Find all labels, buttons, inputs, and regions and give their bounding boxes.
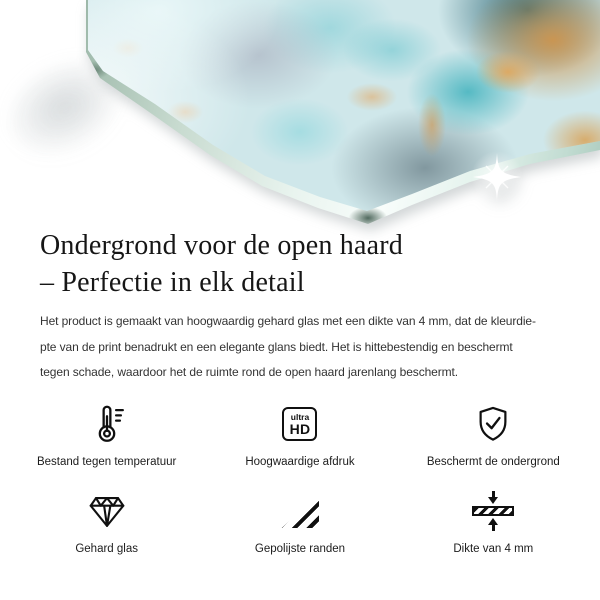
ultra-hd-icon — [282, 400, 317, 448]
feature-label: Dikte van 4 mm — [453, 543, 534, 555]
feature-label: Gehard glas — [75, 543, 138, 555]
page-title — [40, 227, 403, 301]
description-line-1: Het product is gemaakt van hoogwaardig gehard glas met een dikte van 4 mm, dat de kleurdie- — [40, 314, 536, 328]
diamond-icon — [84, 487, 130, 535]
feature-label: Bestand tegen temperatuur — [36, 456, 177, 468]
feature-surface-protection — [397, 400, 590, 469]
features-grid — [10, 400, 590, 556]
product-description — [40, 309, 585, 386]
page-title-line-1: Ondergrond voor de open haard — [40, 230, 403, 261]
ultra-hd-icon-text-top: ultra — [290, 411, 310, 422]
feature-label: Gepolijste randen — [254, 543, 346, 555]
page-title-line-2: – Perfectie in elk detail — [40, 267, 305, 298]
ultra-hd-icon-text-bottom: HD — [289, 420, 311, 437]
feature-print-quality — [203, 400, 396, 469]
feature-tempered-glass — [10, 487, 203, 556]
thickness-icon — [472, 487, 514, 535]
hero-product-photo — [0, 0, 600, 230]
thermometer-icon — [84, 400, 130, 448]
feature-thickness — [397, 487, 590, 556]
sparkle-glint-icon — [469, 149, 525, 205]
feature-temperature-resistance — [10, 400, 203, 469]
feature-label: Beschermt de ondergrond — [426, 456, 560, 468]
shield-check-icon — [471, 400, 515, 448]
polished-edges-icon — [281, 487, 319, 535]
description-line-3: tegen schade, waardoor het de ruimte rond de open haard jarenlang beschermt. — [40, 365, 459, 379]
feature-polished-edges — [203, 487, 396, 556]
feature-label: Hoogwaardige afdruk — [245, 456, 355, 468]
description-line-2: pte van de print benadrukt en een elegante glans biedt. Het is hittebestendig en beschermt — [40, 339, 513, 354]
